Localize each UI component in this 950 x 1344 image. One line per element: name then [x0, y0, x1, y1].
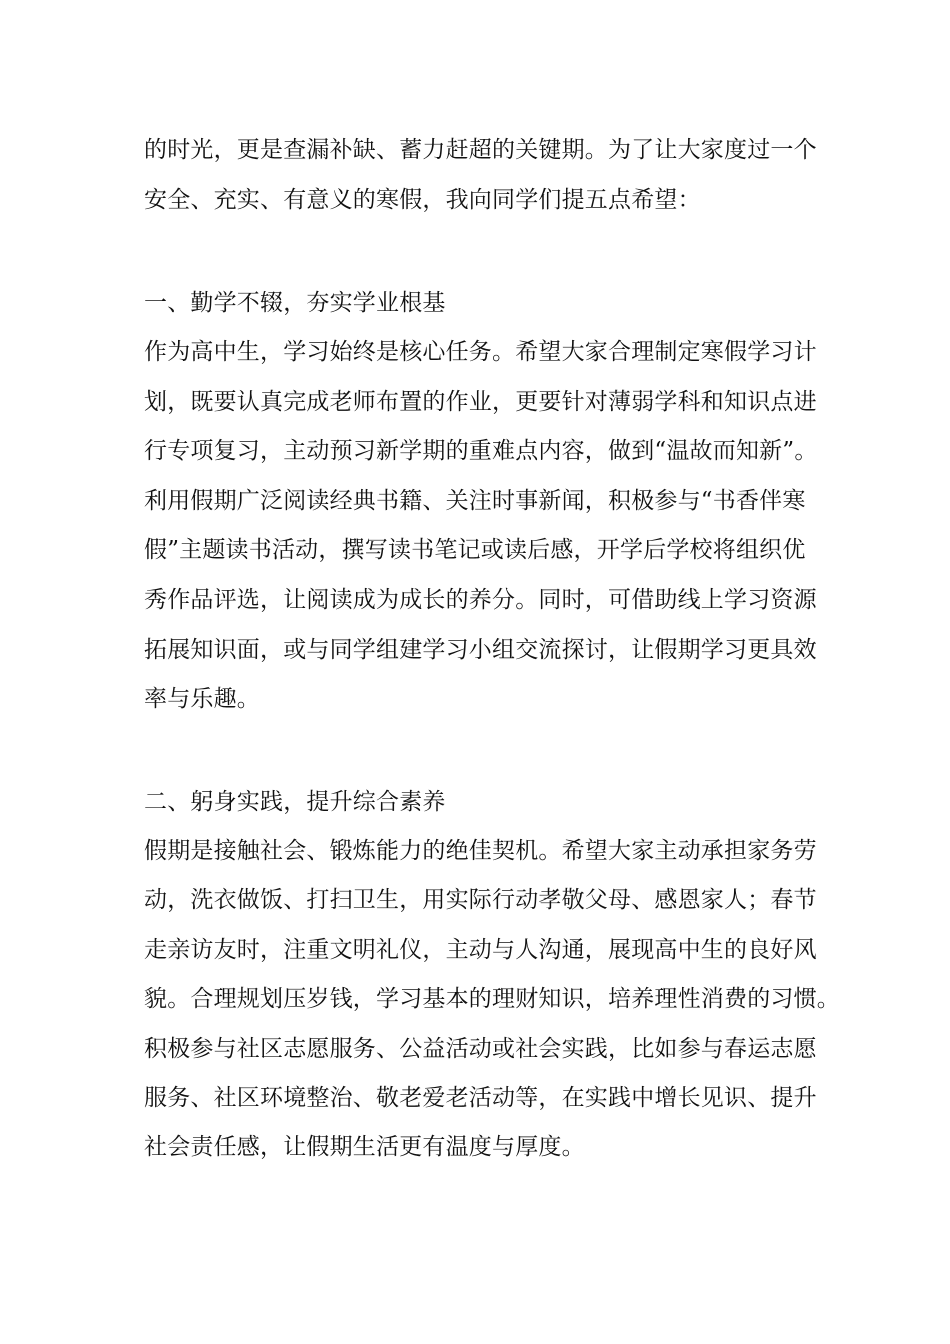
paragraph-line: 假”主题读书活动，撰写读书笔记或读后感，开学后学校将组织优	[144, 537, 806, 563]
paragraph-line: 服务、社区环境整治、敬老爱老活动等，在实践中增长见识、提升	[144, 1085, 817, 1111]
paragraph-line: 作为高中生，学习始终是核心任务。希望大家合理制定寒假学习计	[144, 339, 817, 365]
paragraph-line: 假期是接触社会、锻炼能力的绝佳契机。希望大家主动承担家务劳	[144, 838, 817, 864]
paragraph-line: 走亲访友时，注重文明礼仪，主动与人沟通，展现高中生的良好风	[144, 937, 817, 963]
intro-line: 安全、充实、有意义的寒假，我向同学们提五点希望：	[144, 187, 701, 213]
paragraph-line: 拓展知识面，或与同学组建学习小组交流探讨，让假期学习更具效	[144, 637, 817, 663]
intro-line: 的时光，更是查漏补缺、蓄力赶超的关键期。为了让大家度过一个	[144, 137, 817, 163]
paragraph-line: 貌。合理规划压岁钱，学习基本的理财知识，培养理性消费的习惯。	[144, 986, 840, 1012]
section-heading: 一、勤学不辍，夯实学业根基	[144, 290, 446, 316]
paragraph-line: 动，洗衣做饭、打扫卫生，用实际行动孝敬父母、感恩家人；春节	[144, 887, 817, 913]
paragraph-line: 划，既要认真完成老师布置的作业，更要针对薄弱学科和知识点进	[144, 389, 817, 415]
paragraph-line: 利用假期广泛阅读经典书籍、关注时事新闻，积极参与“书香伴寒	[144, 488, 806, 514]
section-heading: 二、躬身实践，提升综合素养	[144, 789, 446, 815]
paragraph-line: 行专项复习，主动预习新学期的重难点内容，做到“温故而知新”。	[144, 438, 818, 464]
paragraph-line: 率与乐趣。	[144, 686, 260, 712]
paragraph-line: 社会责任感，让假期生活更有温度与厚度。	[144, 1134, 585, 1160]
paragraph-line: 积极参与社区志愿服务、公益活动或社会实践，比如参与春运志愿	[144, 1036, 817, 1062]
paragraph-line: 秀作品评选，让阅读成为成长的养分。同时，可借助线上学习资源	[144, 587, 817, 613]
